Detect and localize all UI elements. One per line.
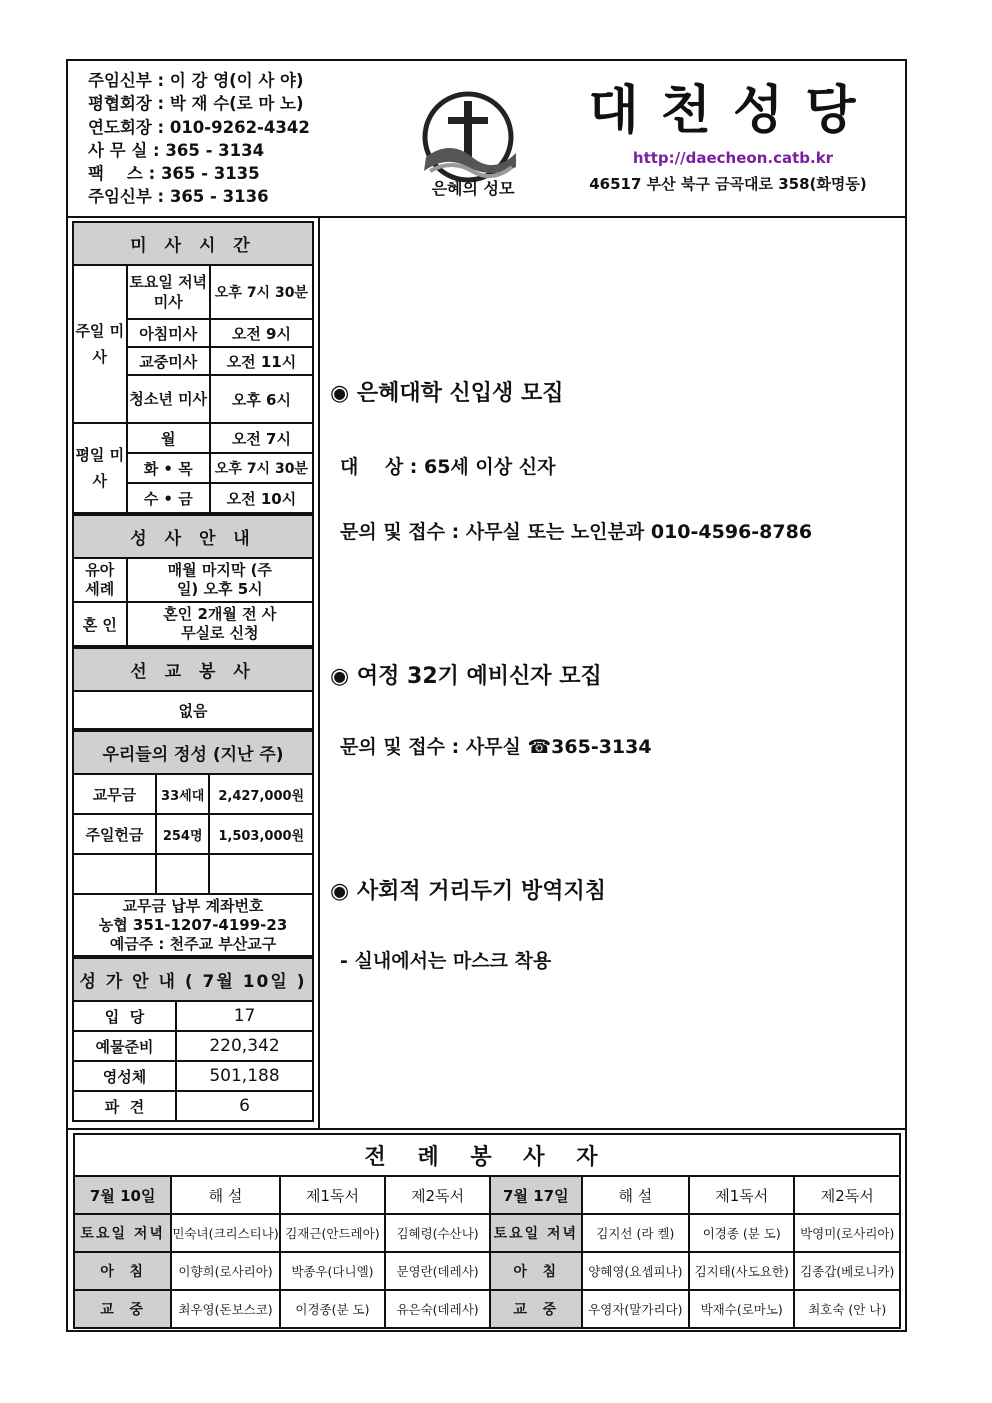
info-line: 주임신부 : 이 강 영(이 사 야)	[88, 71, 304, 90]
offering-table	[72, 730, 314, 957]
offering-title: 우리들의 정성 (지난 주)	[73, 731, 313, 774]
info-line: 사 무 실 : 365 - 3134	[88, 140, 265, 160]
mass-time: 오전 9시	[210, 319, 313, 347]
mass-time: 오전 10시	[210, 483, 313, 513]
mass-name: 월	[127, 423, 210, 453]
mission-table	[72, 647, 314, 730]
account-number: 농협 351-1207-4199-23	[98, 915, 288, 934]
sacrament-value: 매월 마지막 (주일) 오후 5시	[127, 558, 313, 602]
mass-time: 오후 6시	[210, 375, 313, 423]
week-date: 7월 17일	[490, 1176, 582, 1214]
notice-line: - 실내에서는 마스크 착용	[340, 950, 552, 972]
mission-title: 선 교 봉 사	[73, 648, 313, 691]
row-label: 아 침	[74, 1252, 171, 1290]
info-line: 연도회장 : 010-9262-4342	[88, 117, 310, 137]
mass-time: 오후 7시 30분	[210, 453, 313, 483]
server-name: 최호숙 (안 나)	[794, 1290, 900, 1328]
mission-value: 없음	[73, 691, 313, 729]
hymn-value: 501,188	[176, 1061, 313, 1091]
server-name: 이경종(분 도)	[280, 1290, 385, 1328]
header	[68, 61, 905, 218]
hymn-label: 영성체	[73, 1061, 176, 1091]
mass-title: 미 사 시 간	[73, 222, 313, 265]
bottom-divider	[68, 1128, 905, 1130]
server-name: 박재수(로마노)	[689, 1290, 794, 1328]
hymn-value: 220,342	[176, 1031, 313, 1061]
hymn-title: 성 가 안 내 ( 7월 10일 )	[73, 958, 313, 1001]
mass-name: 청소년 미사	[127, 375, 210, 423]
offering-count: 254명	[156, 814, 210, 854]
offering-amount: 2,427,000원	[209, 774, 313, 814]
column-header: 제1독서	[689, 1176, 794, 1214]
sacrament-title: 성 사 안 내	[73, 515, 313, 558]
service-title: 전 례 봉 사 자	[74, 1134, 900, 1176]
mass-schedule-table	[72, 221, 314, 514]
server-name: 우영자(말가리다)	[582, 1290, 689, 1328]
notice-title: ◉ 여정 32기 예비신자 모집	[330, 664, 602, 689]
column-header: 제2독서	[794, 1176, 900, 1214]
info-line: 주임신부 : 365 - 3136	[88, 187, 269, 207]
server-name: 민숙녀(크리스티나)	[171, 1214, 279, 1252]
bulletin-frame	[66, 59, 907, 1332]
offering-label: 주일헌금	[73, 814, 156, 854]
server-name: 김재근(안드레아)	[280, 1214, 385, 1252]
mass-time: 오전 7시	[210, 423, 313, 453]
sunday-mass-label: 주일 미사	[73, 265, 127, 423]
server-name: 이향희(로사리아)	[171, 1252, 279, 1290]
contact-info	[88, 69, 310, 209]
week-date: 7월 10일	[74, 1176, 171, 1214]
service-table	[73, 1133, 901, 1329]
server-name: 김지선 (라 켈)	[582, 1214, 689, 1252]
info-line: 평협회장 : 박 재 수(로 마 노)	[88, 94, 304, 114]
column-divider	[318, 216, 320, 1128]
parish-address: 46517 부산 북구 금곡대로 358(화명동)	[589, 175, 867, 193]
hymn-label: 입 당	[73, 1001, 176, 1031]
mass-name: 수 • 금	[127, 483, 210, 513]
mass-name: 토요일 저녁미사	[127, 265, 210, 319]
mass-name: 아침미사	[127, 319, 210, 347]
notice-line: 대 상 : 65세 이상 신자	[340, 456, 556, 478]
notice-title: ◉ 사회적 거리두기 방역지침	[330, 879, 606, 904]
info-line: 팩 스 : 365 - 3135	[88, 164, 260, 184]
row-label: 토요일 저녁	[74, 1214, 171, 1252]
server-name: 김종갑(베로니카)	[794, 1252, 900, 1290]
row-label: 아 침	[490, 1252, 582, 1290]
account-title: 교무금 납부 계좌번호	[122, 896, 264, 915]
liturgy-service	[73, 1133, 901, 1329]
notice-line: 문의 및 접수 : 사무실 또는 노인분과 010-4596-8786	[340, 521, 813, 543]
hymn-value: 6	[176, 1091, 313, 1121]
server-name: 박영미(로사리아)	[794, 1214, 900, 1252]
server-name: 이경종 (분 도)	[689, 1214, 794, 1252]
row-label: 교 중	[490, 1290, 582, 1328]
column-header: 해 설	[171, 1176, 279, 1214]
server-name: 문영란(데레사)	[385, 1252, 490, 1290]
column-header: 제1독서	[280, 1176, 385, 1214]
column-header: 제2독서	[385, 1176, 490, 1214]
parish-url[interactable]: http://daecheon.catb.kr	[632, 149, 834, 167]
row-label: 토요일 저녁	[490, 1214, 582, 1252]
logo-label: 은혜의 성모	[431, 179, 515, 198]
server-name: 박종우(다니엘)	[280, 1252, 385, 1290]
mass-name: 화 • 목	[127, 453, 210, 483]
column-header: 해 설	[582, 1176, 689, 1214]
weekday-mass-label: 평일 미사	[73, 423, 127, 513]
hymn-table	[72, 957, 314, 1122]
sacrament-label: 혼 인	[73, 602, 127, 646]
mass-name: 교중미사	[127, 347, 210, 375]
offering-amount: 1,503,000원	[209, 814, 313, 854]
hymn-label: 예물준비	[73, 1031, 176, 1061]
server-name: 김혜령(수산나)	[385, 1214, 490, 1252]
sacrament-label: 유아 세례	[73, 558, 127, 602]
mass-time: 오후 7시 30분	[210, 265, 313, 319]
server-name: 양혜영(요셉피나)	[582, 1252, 689, 1290]
sacrament-table	[72, 514, 314, 647]
row-label: 교 중	[74, 1290, 171, 1328]
account-info	[73, 894, 313, 956]
hymn-value: 17	[176, 1001, 313, 1031]
sacrament-value: 혼인 2개월 전 사무실로 신청	[127, 602, 313, 646]
mass-time: 오전 11시	[210, 347, 313, 375]
server-name: 김지태(사도요한)	[689, 1252, 794, 1290]
offering-label: 교무금	[73, 774, 156, 814]
offering-empty-cell	[73, 854, 156, 894]
account-holder: 예금주 : 천주교 부산교구	[109, 934, 277, 953]
notice-title: ◉ 은혜대학 신입생 모집	[330, 381, 564, 406]
offering-empty-cell	[156, 854, 210, 894]
offering-empty-cell	[209, 854, 313, 894]
sidebar	[72, 221, 314, 1122]
offering-count: 33세대	[156, 774, 210, 814]
hymn-label: 파 견	[73, 1091, 176, 1121]
notice-line: 문의 및 접수 : 사무실 ☎365-3134	[340, 736, 652, 758]
server-name: 유은숙(데레사)	[385, 1290, 490, 1328]
parish-title: 대천성당	[588, 81, 878, 141]
server-name: 최우영(돈보스코)	[171, 1290, 279, 1328]
